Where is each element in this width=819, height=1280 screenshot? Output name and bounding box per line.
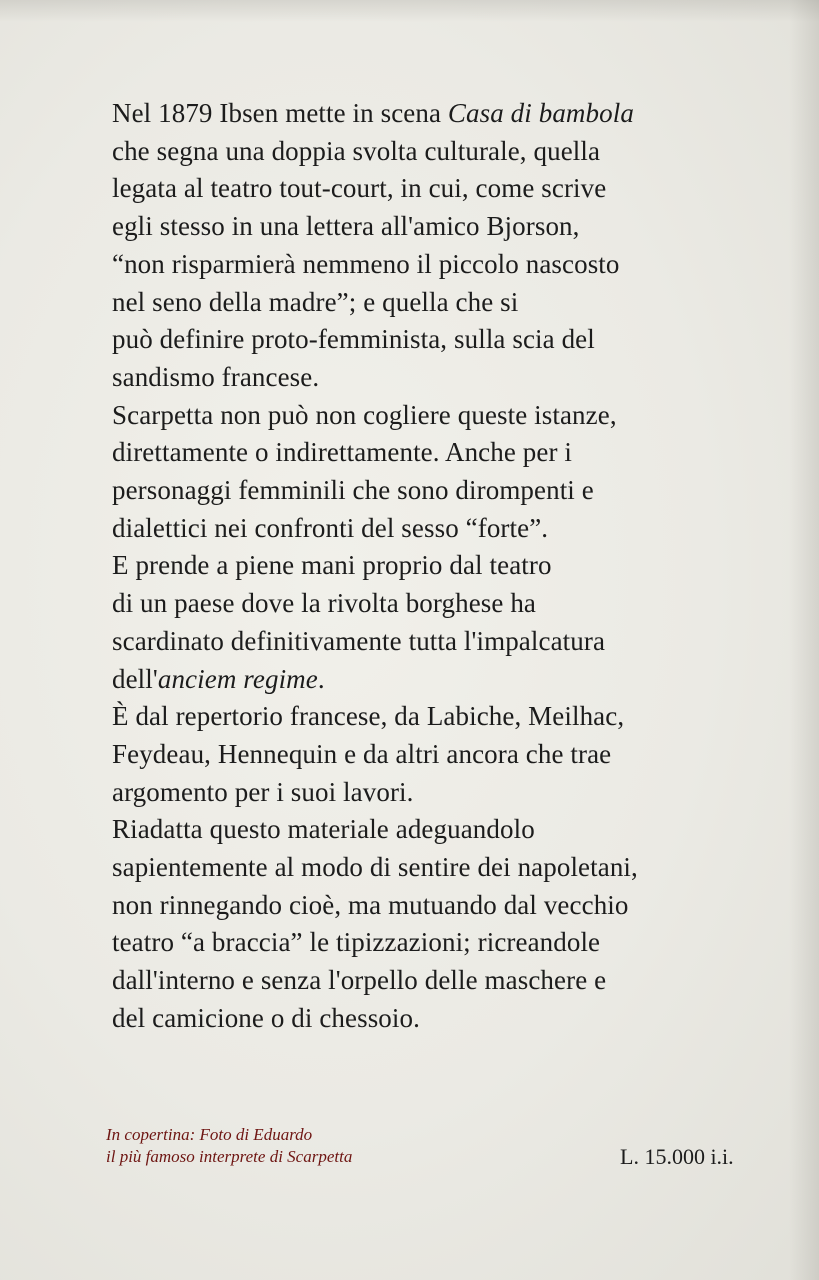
text-line (112, 1000, 772, 1038)
caption-line-1: In copertina: Foto di Eduardo (106, 1125, 313, 1144)
text-line-plain: di un paese dove la rivolta borghese ha (112, 588, 537, 619)
text-line (112, 510, 772, 548)
text-line (112, 95, 772, 133)
text-line-plain: non rinnegando cioè, ma mutuando dal vecchio (112, 889, 629, 920)
blurb-text (112, 95, 772, 1038)
text-line (112, 585, 772, 623)
text-line-plain: dell' (112, 663, 158, 694)
text-line (112, 623, 772, 661)
text-line (112, 284, 772, 322)
text-line (112, 736, 772, 774)
text-line (112, 887, 772, 925)
text-line-plain: legata al teatro tout-court, in cui, come scrive (112, 173, 607, 204)
text-line-plain: del camicione o di chessoio. (112, 1002, 420, 1033)
text-line (112, 962, 772, 1000)
text-line (112, 472, 772, 510)
text-line (112, 698, 772, 736)
text-line-plain: teatro “a braccia” le tipizzazioni; ricreandole (112, 927, 601, 958)
text-line-plain: personaggi femminili che sono dirompenti e (112, 475, 594, 506)
text-line (112, 849, 772, 887)
text-line (112, 397, 772, 435)
text-line-plain: sapientemente al modo di sentire dei napoletani, (112, 852, 638, 883)
text-line-trailing: . (317, 663, 325, 694)
text-line-plain: direttamente o indirettamente. Anche per i (112, 437, 573, 468)
price-label: L. 15.000 i.i. (620, 1144, 734, 1169)
text-line (112, 774, 772, 812)
text-line-plain: E prende a piene mani proprio dal teatro (112, 550, 552, 581)
text-line (112, 811, 772, 849)
text-line-plain: dall'interno e senza l'orpello delle maschere e (112, 965, 607, 996)
text-line-plain: Scarpetta non può non cogliere queste istanze, (112, 399, 617, 430)
text-line-plain: nel seno della madre”; e quella che si (112, 286, 519, 317)
text-line-plain: egli stesso in una lettera all'amico Bjorson, (112, 211, 580, 242)
text-line (112, 547, 772, 585)
text-line-plain: Riadatta questo materiale adeguandolo (112, 814, 535, 845)
text-line-plain: È dal repertorio francese, da Labiche, Meilhac, (112, 701, 625, 732)
text-line (112, 321, 772, 359)
text-line-plain: può definire proto-femminista, sulla scia del (112, 324, 595, 355)
text-line-plain: argomento per i suoi lavori. (112, 776, 414, 807)
right-edge-shadow (789, 0, 819, 1280)
text-line (112, 246, 772, 284)
cover-photo-caption (106, 1124, 526, 1168)
text-line-plain: sandismo francese. (112, 361, 320, 392)
text-line-italic: Casa di bambola (447, 98, 634, 128)
top-edge-shadow (0, 0, 819, 22)
text-line (112, 924, 772, 962)
text-line (112, 359, 772, 397)
text-line-italic: anciem regime (157, 663, 318, 694)
text-line (112, 434, 772, 472)
text-line (112, 208, 772, 246)
text-line (112, 661, 772, 699)
text-line-plain: “non risparmierà nemmeno il piccolo nascosto (112, 248, 620, 279)
text-line-plain: dialettici nei confronti del sesso “forte”. (112, 512, 549, 543)
text-line-plain: scardinato definitivamente tutta l'impalcatura (112, 625, 606, 656)
caption-line-2: il più famoso interprete di Scarpetta (106, 1147, 353, 1166)
text-line-plain: Nel 1879 Ibsen mette in scena (112, 98, 448, 128)
text-line (112, 170, 772, 208)
text-line-plain: che segna una doppia svolta culturale, quella (112, 135, 601, 166)
text-line (112, 133, 772, 171)
text-line-plain: Feydeau, Hennequin e da altri ancora che trae (112, 738, 612, 769)
